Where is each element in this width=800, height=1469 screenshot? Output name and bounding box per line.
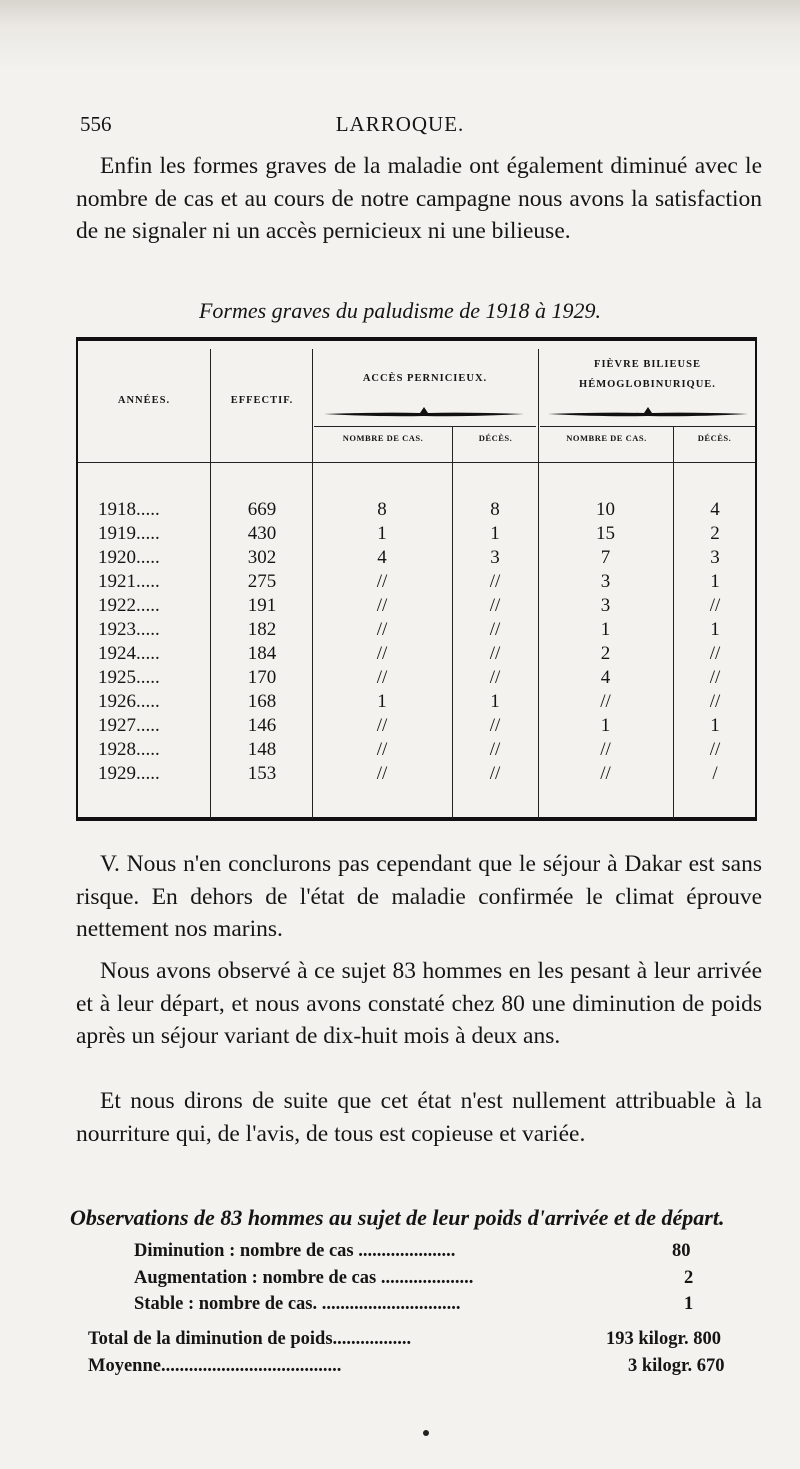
cell-acces-deces: 3 — [490, 547, 500, 568]
cell-fievre-cas: 3 — [600, 595, 611, 616]
cell-acces-cas: // — [376, 571, 388, 592]
cell-fievre-deces: // — [709, 667, 721, 688]
cell-effectif: 430 — [247, 523, 277, 544]
cell-year: 1920..... — [98, 547, 160, 568]
cell-acces-cas: // — [376, 715, 388, 736]
cell-effectif: 191 — [247, 595, 277, 616]
cell-acces-cas: 1 — [377, 523, 387, 544]
brace-fievre — [546, 405, 750, 419]
cell-fievre-deces: 3 — [710, 547, 720, 568]
cell-year: 1924..... — [98, 643, 160, 664]
cell-fievre-deces: / — [712, 763, 718, 784]
table-caption: Formes graves du paludisme de 1918 à 1929. — [198, 298, 602, 323]
running-title: LARROQUE. — [335, 112, 465, 136]
obs-line-1: Diminution : nombre de cas ..................... 80 — [134, 1241, 691, 1261]
cell-acces-cas: // — [376, 667, 388, 688]
cell-fievre-cas: 1 — [600, 619, 611, 640]
cell-effectif: 148 — [247, 739, 277, 760]
cell-year: 1927..... — [98, 715, 160, 736]
cell-fievre-cas: 3 — [600, 571, 611, 592]
obs-line-3: Stable : nombre de cas. .............................. 1 — [134, 1294, 694, 1314]
cell-effectif: 275 — [247, 571, 277, 592]
cell-effectif: 168 — [247, 691, 277, 712]
table-row — [78, 715, 759, 738]
cell-fievre-deces: 2 — [710, 523, 720, 544]
cell-year: 1929..... — [98, 763, 160, 784]
table-row — [78, 739, 759, 762]
cell-fievre-cas: 2 — [600, 643, 611, 664]
cell-fievre-deces: // — [709, 595, 721, 616]
cell-fievre-cas: // — [600, 763, 611, 784]
cell-acces-cas: // — [376, 619, 388, 640]
table-row — [78, 619, 759, 642]
header-deces-2: DÉCÈS. — [697, 433, 732, 443]
table-row — [78, 667, 759, 690]
cell-acces-cas: // — [376, 739, 388, 760]
cell-acces-cas: 1 — [377, 691, 387, 712]
cell-acces-deces: // — [489, 571, 501, 592]
table-row — [78, 763, 759, 786]
cell-year: 1919..... — [98, 523, 160, 544]
obs-total-1: Total de la diminution de poids................. 193 kilogr. 800 — [88, 1329, 721, 1349]
cell-year: 1922..... — [98, 595, 160, 616]
cell-fievre-deces: 1 — [710, 619, 720, 640]
table-row — [78, 691, 759, 714]
cell-effectif: 184 — [247, 643, 277, 664]
header-effectif: EFFECTIF. — [230, 395, 294, 406]
cell-fievre-deces: 1 — [710, 571, 720, 592]
table-row — [78, 571, 759, 594]
cell-effectif: 669 — [247, 499, 277, 520]
scan-top-edge — [0, 0, 800, 70]
table-row — [78, 499, 759, 522]
header-acces: ACCÈS PERNICIEUX. — [362, 373, 488, 384]
paragraph-1: Enfin les formes graves de la maladie ont également diminué avec le nombre de cas et au cours de notre campagne nous avons la satisfaction de ne signaler ni un accès pernicieux ni une bilieuse. — [76, 153, 762, 244]
table-row — [78, 595, 759, 618]
header-fievre-1: FIÈVRE BILIEUSE — [594, 359, 701, 370]
cell-acces-cas: // — [376, 595, 388, 616]
cell-acces-deces: // — [489, 715, 501, 736]
cell-effectif: 302 — [247, 547, 277, 568]
cell-fievre-cas: 4 — [600, 667, 611, 688]
paragraph-2: V. Nous n'en conclurons pas cependant que le séjour à Dakar est sans risque. En dehors de l'état de maladie confirmée le climat éprouve nettement nos marins. — [76, 851, 762, 942]
cell-fievre-deces: 4 — [710, 499, 720, 520]
cell-fievre-cas: 15 — [596, 523, 615, 544]
cell-fievre-cas: 7 — [600, 547, 611, 568]
cell-fievre-deces: // — [709, 691, 721, 712]
cell-year: 1928..... — [98, 739, 160, 760]
page-dot — [423, 1430, 429, 1436]
cell-year: 1923..... — [98, 619, 160, 640]
cell-effectif: 182 — [247, 619, 277, 640]
cell-acces-cas: // — [376, 643, 388, 664]
cell-fievre-cas: // — [600, 739, 611, 760]
cell-year: 1918..... — [98, 499, 160, 520]
table-row — [78, 643, 759, 666]
cell-fievre-deces: 1 — [710, 715, 720, 736]
cell-fievre-cas: 10 — [596, 499, 615, 520]
cell-fievre-deces: // — [709, 739, 721, 760]
obs-line-2: Augmentation : nombre de cas .................... 2 — [134, 1268, 694, 1288]
cell-acces-deces: // — [489, 763, 501, 784]
cell-acces-deces: // — [489, 643, 501, 664]
header-deces-1: DÉCÈS. — [478, 433, 513, 443]
table-row — [78, 523, 759, 546]
observations-title: Observations de 83 hommes au sujet de leur poids d'arrivée et de départ. — [70, 1205, 725, 1230]
cell-acces-deces: 1 — [490, 691, 500, 712]
header-annees: ANNÉES. — [117, 395, 171, 406]
cell-acces-deces: // — [489, 667, 501, 688]
malaria-table — [76, 337, 757, 821]
cell-year: 1921..... — [98, 571, 160, 592]
cell-acces-cas: 4 — [377, 547, 387, 568]
header-nombre-cas-2: NOMBRE DE CAS. — [566, 433, 647, 443]
cell-acces-cas: // — [376, 763, 388, 784]
cell-fievre-cas: 1 — [600, 715, 611, 736]
cell-fievre-deces: // — [709, 643, 721, 664]
cell-year: 1925..... — [98, 667, 160, 688]
cell-acces-deces: 8 — [490, 499, 500, 520]
cell-acces-deces: // — [489, 739, 501, 760]
table-row — [78, 547, 759, 570]
obs-total-2: Moyenne....................................... 3 kilogr. 670 — [88, 1356, 725, 1376]
cell-effectif: 146 — [247, 715, 277, 736]
cell-acces-deces: // — [489, 619, 501, 640]
paragraph-3: Nous avons observé à ce sujet 83 hommes en les pesant à leur arrivée et à leur départ, et nous avons constaté chez 80 une diminution de poids après un séjour variant de dix-huit mois à deux ans. — [76, 958, 762, 1049]
cell-year: 1926..... — [98, 691, 160, 712]
header-fievre-2: HÉMOGLOBINURIQUE. — [579, 379, 716, 390]
cell-acces-cas: 8 — [377, 499, 387, 520]
cell-acces-deces: // — [489, 595, 501, 616]
header-nombre-cas-1: NOMBRE DE CAS. — [342, 433, 424, 443]
cell-effectif: 153 — [247, 763, 277, 784]
cell-acces-deces: 1 — [490, 523, 500, 544]
paragraph-4: Et nous dirons de suite que cet état n'est nullement attribuable à la nourriture qui, de l'avis, de tous est copieuse et variée. — [76, 1088, 762, 1147]
cell-effectif: 170 — [247, 667, 277, 688]
brace-acces — [322, 405, 526, 419]
page-number: 556 — [80, 112, 112, 136]
cell-fievre-cas: // — [600, 691, 611, 712]
